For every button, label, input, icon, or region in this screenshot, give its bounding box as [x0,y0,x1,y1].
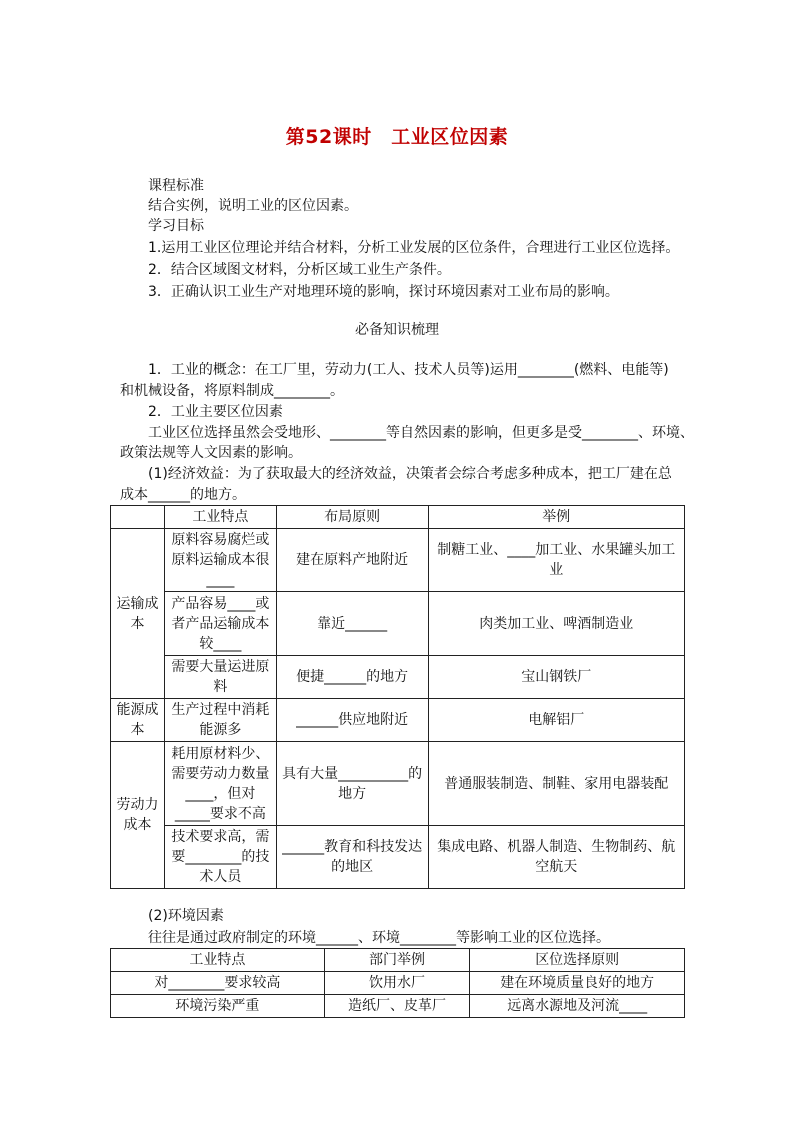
environment-text: 往往是通过政府制定的环境______、环境________等影响工业的区位选择。 [148,930,610,946]
table-row [111,972,685,995]
table-header-cell: 举例 [428,506,684,529]
feature-cell: 原料容易腐烂或原料运输成本很____ [164,529,276,592]
table-header-cell: 工业特点 [164,506,276,529]
learning-goal-3: 3．正确认识工业生产对地理环境的影响，探讨环境因素对工业布局的影响。 [148,284,619,300]
economic-line-1: (1)经济效益：为了获取最大的经济效益，决策者会综合考虑多种成本，把工厂建在总 [148,466,672,482]
table-header-cell: 部门举例 [324,949,470,972]
feature-cell: 需要大量运进原料 [164,656,276,699]
table-header-cell: 工业特点 [111,949,325,972]
cost-factors-table [110,505,685,889]
curriculum-standard-text: 结合实例，说明工业的区位因素。 [148,198,358,214]
feature-cell: 对________要求较高 [111,972,325,995]
feature-cell: 环境污染严重 [111,995,325,1018]
principle-cell: ______教育和科技发达的地区 [276,826,428,889]
learning-goal-1: 1.运用工业区位理论并结合材料，分析工业发展的区位条件，合理进行工业区位选择。 [148,240,680,256]
example-cell: 普通服装制造、制鞋、家用电器装配 [428,742,684,826]
feature-cell: 耗用原材料少、需要劳动力数量____，但对_____要求不高 [164,742,276,826]
table-row [111,656,685,699]
table-header-cell: 区位选择原则 [470,949,685,972]
principle-cell: ______供应地附近 [276,699,428,742]
table-header-cell [111,506,165,529]
example-cell: 电解铝厂 [428,699,684,742]
learning-goal-2: 2．结合区域图文材料，分析区域工业生产条件。 [148,262,451,278]
feature-cell: 生产过程中消耗能源多 [164,699,276,742]
example-cell: 宝山钢铁厂 [428,656,684,699]
department-cell: 饮用水厂 [324,972,470,995]
economic-line-2: 成本______的地方。 [120,487,246,503]
department-cell: 造纸厂、皮革厂 [324,995,470,1018]
table-header-row [111,506,685,529]
table-row [111,529,685,592]
principle-cell: 建在环境质量良好的地方 [470,972,685,995]
feature-cell: 技术要求高，需要________的技术人员 [164,826,276,889]
concept-line-1: 1．工业的概念：在工厂里，劳动力(工人、技术人员等)运用________(燃料、电能等) [148,362,669,378]
table-row [111,742,685,826]
table-row [111,592,685,656]
learning-goals-label: 学习目标 [148,218,204,234]
environment-table [110,948,685,1018]
curriculum-standard-label: 课程标准 [148,178,204,194]
table-header-cell: 布局原则 [276,506,428,529]
group-cell-energy: 能源成本 [111,699,165,742]
group-cell-labor: 劳动力成本 [111,742,165,889]
example-cell: 肉类加工业、啤酒制造业 [428,592,684,656]
example-cell: 制糖工业、____加工业、水果罐头加工业 [428,529,684,592]
factors-heading: 2．工业主要区位因素 [148,404,283,420]
section-title: 必备知识梳理 [355,322,439,338]
principle-cell: 靠近______ [276,592,428,656]
example-cell: 集成电路、机器人制造、生物制药、航空航天 [428,826,684,889]
page-title: 第52课时 工业区位因素 [285,126,509,148]
factors-line-1: 工业区位选择虽然会受地形、________等自然因素的影响，但更多是受________、环境、 [148,425,694,441]
table-row [111,995,685,1018]
table-header-row [111,949,685,972]
table-row [111,826,685,889]
principle-cell: 建在原料产地附近 [276,529,428,592]
environment-heading: (2)环境因素 [148,908,224,924]
principle-cell: 具有大量__________的地方 [276,742,428,826]
concept-line-2: 和机械设备，将原料制成________。 [120,383,344,399]
principle-cell: 远离水源地及河流____ [470,995,685,1018]
feature-cell: 产品容易____或者产品运输成本较____ [164,592,276,656]
principle-cell: 便捷______的地方 [276,656,428,699]
group-cell-transport: 运输成本 [111,529,165,699]
table-row [111,699,685,742]
factors-line-2: 政策法规等人文因素的影响。 [120,445,302,461]
